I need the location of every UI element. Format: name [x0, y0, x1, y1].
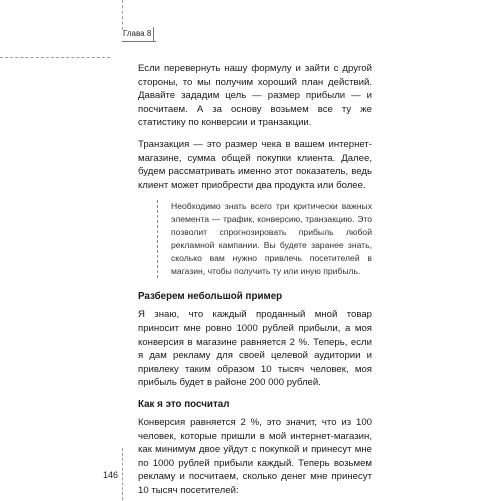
margin-guide-top: [122, 0, 123, 30]
page-number: 146: [103, 470, 119, 480]
paragraph: Конверсия равняется 2 %, это значит, что из 100 человек, которые пришли в мой интернет-магазин, как минимум двое уйдут с покупкой и принесут мне по 1000 рублей прибыли каждый. Теперь возьмем рекламу и посчитаем, сколько денег мне принесут 10 тысяч посетителей:: [138, 416, 372, 496]
margin-guide-bottom: [122, 448, 123, 500]
page-body: [138, 62, 372, 501]
chapter-label: Глава 8: [122, 27, 154, 42]
section-heading: Как я это посчитал: [138, 398, 230, 410]
paragraph: Если перевернуть нашу формулу и зайти с другой стороны, то мы получим хороший план действий. Давайте зададим цель — размер прибыли — и посчитаем. А за основу возьмем все ту же статистику по конверсии и транзакции.: [138, 63, 372, 129]
callout-box: Необходимо знать всего три критически важных элемента — трафик, конверсию, транзакцию. Это позволит спрогнозировать прибыль любой рекламной кампании. Вы будете заранее знать, сколько вам нужно привлечь посетителей в магазин, чтобы получить ту или иную прибыль.: [157, 200, 372, 278]
section-heading: Разберем небольшой пример: [138, 291, 283, 303]
margin-guide-horizontal: [0, 57, 110, 58]
paragraph: Транзакция — это размер чека в вашем интернет-магазине, сумма общей покупки клиента. Далее, будем рассматривать именно этот показатель, ведь клиент может приобрести два продукта или более.: [138, 138, 372, 191]
paragraph: Я знаю, что каждый проданный мной товар приносит мне ровно 1000 рублей прибыли, а моя конверсия в магазине равняется 2 %. Теперь, если я дам рекламу для своей целевой аудитории и привлеку таким образом 10 тысяч человек, моя прибыль будет в районе 200 000 рублей.: [138, 309, 372, 389]
chapter-underline: [122, 41, 156, 42]
